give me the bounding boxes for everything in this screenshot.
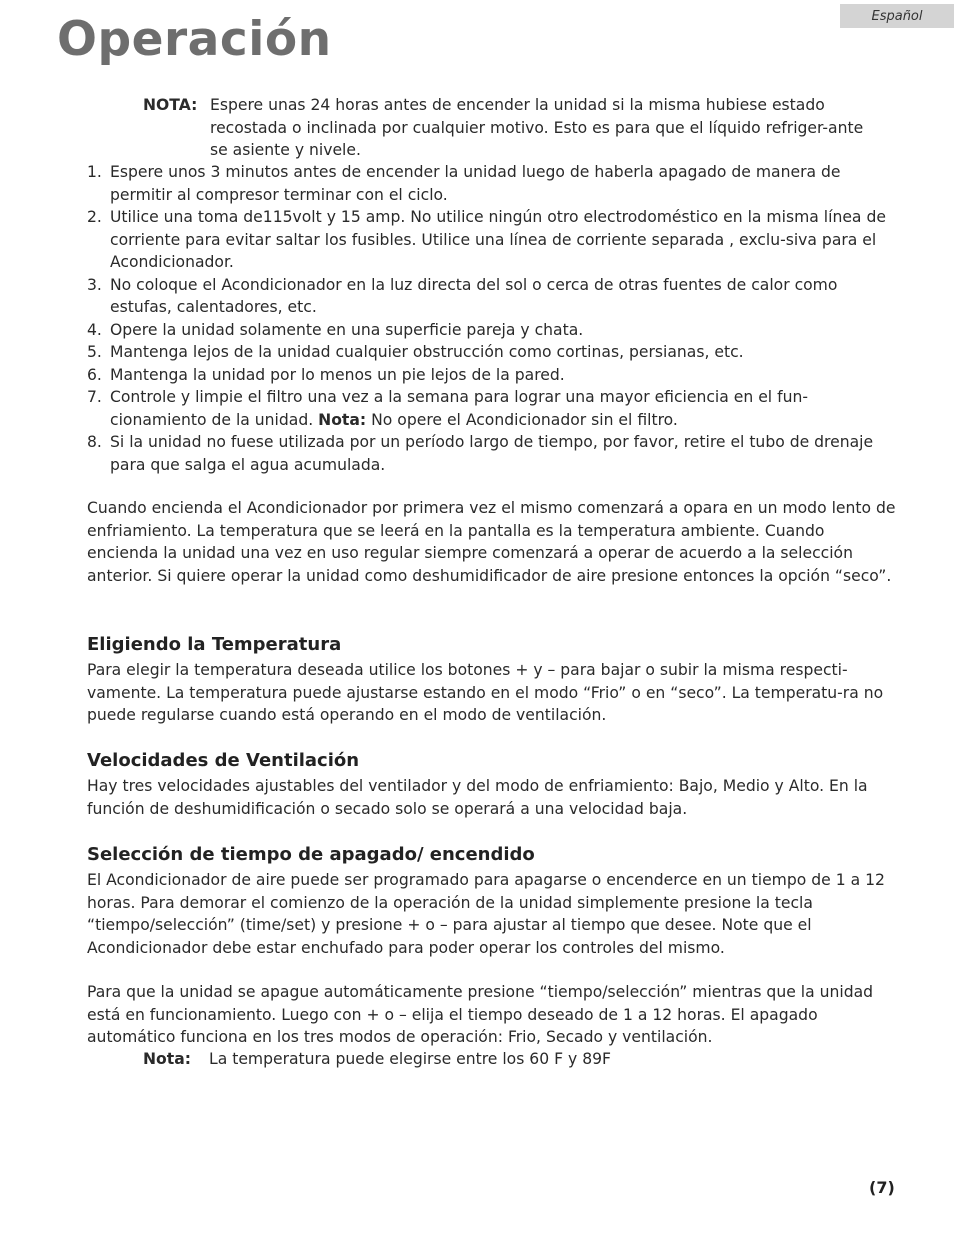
step-note-text: No opere el Acondicionador sin el filtro. [371,410,678,429]
step-text: Mantenga lejos de la unidad cualquier obstrucción como cortinas, persianas, etc. [110,343,744,361]
step-number: 6. [87,365,102,384]
nota-block [143,94,883,162]
section-heading-temperature: Eligiendo la Temperatura [87,634,342,655]
list-item [87,161,897,206]
step-text-with-note [110,386,897,431]
list-item [87,274,897,319]
final-note-text: La temperatura puede elegirse entre los 60 F y 89F [209,1050,612,1068]
step-number: 8. [87,433,102,451]
final-note [143,1048,611,1071]
step-text: Opere la unidad solamente en una superficie pareja y chata. [110,320,584,339]
step-number: 2. [87,208,102,226]
step-text: Controle y limpie el filtro una vez a la semana para lograr una mayor eficiencia en el fun-cionamiento de la unidad. [110,388,808,429]
step-number: 4. [87,320,102,339]
step-text: Espere unos 3 minutos antes de encender la unidad luego de haberla apagado de manera de permitir al compresor terminar con el ciclo. [110,163,841,204]
step-text: Utilice una toma de115volt y 15 amp. No utilice ningún otro electrodoméstico en la misma línea de corriente para evitar saltar los fusibles. Utilice una línea de corriente separada , exclu-siva para el Acondicionador. [110,208,886,271]
section-text-temperature: Para elegir la temperatura deseada utilice los botones + y – para bajar o subir la misma respecti-vamente. La temperatura puede ajustarse estando en el modo “Frio” o en “seco”. La temperatu-ra no puede regularse cuando está operando en el modo de ventilación. [87,661,884,724]
step-note-label: Nota: [318,410,367,429]
intro-paragraph: Cuando encienda el Acondicionador por primera vez el mismo comenzará a opara en un modo lento de enfriamiento. La temperatura que se leerá en la pantalla es la temperatura ambiente. Cuando encienda la unidad una vez en uso regular siempre comenzará a operar de acuerdo a la selección anterior. Si quiere operar la unidad como deshumidificador de aire presione entonces la opción “seco”. [87,499,896,585]
list-item [87,364,897,387]
section-text-timer-2: Para que la unidad se apague automáticamente presione “tiempo/selección” mientras que la unidad está en funcionamiento. Luego con + o – elija el tiempo deseado de 1 a 12 horas. El apagado automático funciona en los tres modos de operación: Frio, Secado y ventilación. [87,983,874,1046]
list-item [87,341,897,364]
step-number: 5. [87,343,102,361]
page-number: (7) [869,1178,895,1197]
section-heading-timer: Selección de tiempo de apagado/ encendido [87,844,535,865]
language-tab: Español [840,4,954,28]
list-item [87,319,897,342]
steps-list [87,161,897,476]
section-text-fan-speed: Hay tres velocidades ajustables del ventilador y del modo de enfriamiento: Bajo, Medio y Alto. En la función de deshumidificación o secado solo se operará a una velocidad baja. [87,777,868,818]
step-number: 7. [87,388,102,406]
final-note-label: Nota: [143,1050,191,1068]
step-number: 3. [87,275,102,294]
nota-label: NOTA: [143,96,198,114]
nota-text: Espere unas 24 horas antes de encender la unidad si la misma hubiese estado recostada o inclinada por cualquier motivo. Esto es para que el líquido refriger-ante se asiente y nivele. [210,96,864,159]
list-item [87,386,897,431]
step-text: No coloque el Acondicionador en la luz directa del sol o cerca de otras fuentes de calor como estufas, calentadores, etc. [110,275,838,316]
section-heading-fan-speed: Velocidades de Ventilación [87,750,360,771]
list-item [87,431,897,476]
step-text: Mantenga la unidad por lo menos un pie lejos de la pared. [110,365,565,384]
page-title: Operación [57,12,332,67]
list-item [87,206,897,274]
section-text-timer: El Acondicionador de aire puede ser programado para apagarse o encenderce en un tiempo de 1 a 12 horas. Para demorar el comienzo de la operación de la unidad simplemente presione la tecla “tiempo/selección” (time/set) y presione + o – para ajustar al tiempo que desee. Note que el Acondicionador debe estar enchufado para poder operar los controles del mismo. [87,871,885,957]
step-number: 1. [87,163,102,181]
step-text: Si la unidad no fuese utilizada por un período largo de tiempo, por favor, retire el tubo de drenaje para que salga el agua acumulada. [110,433,874,474]
